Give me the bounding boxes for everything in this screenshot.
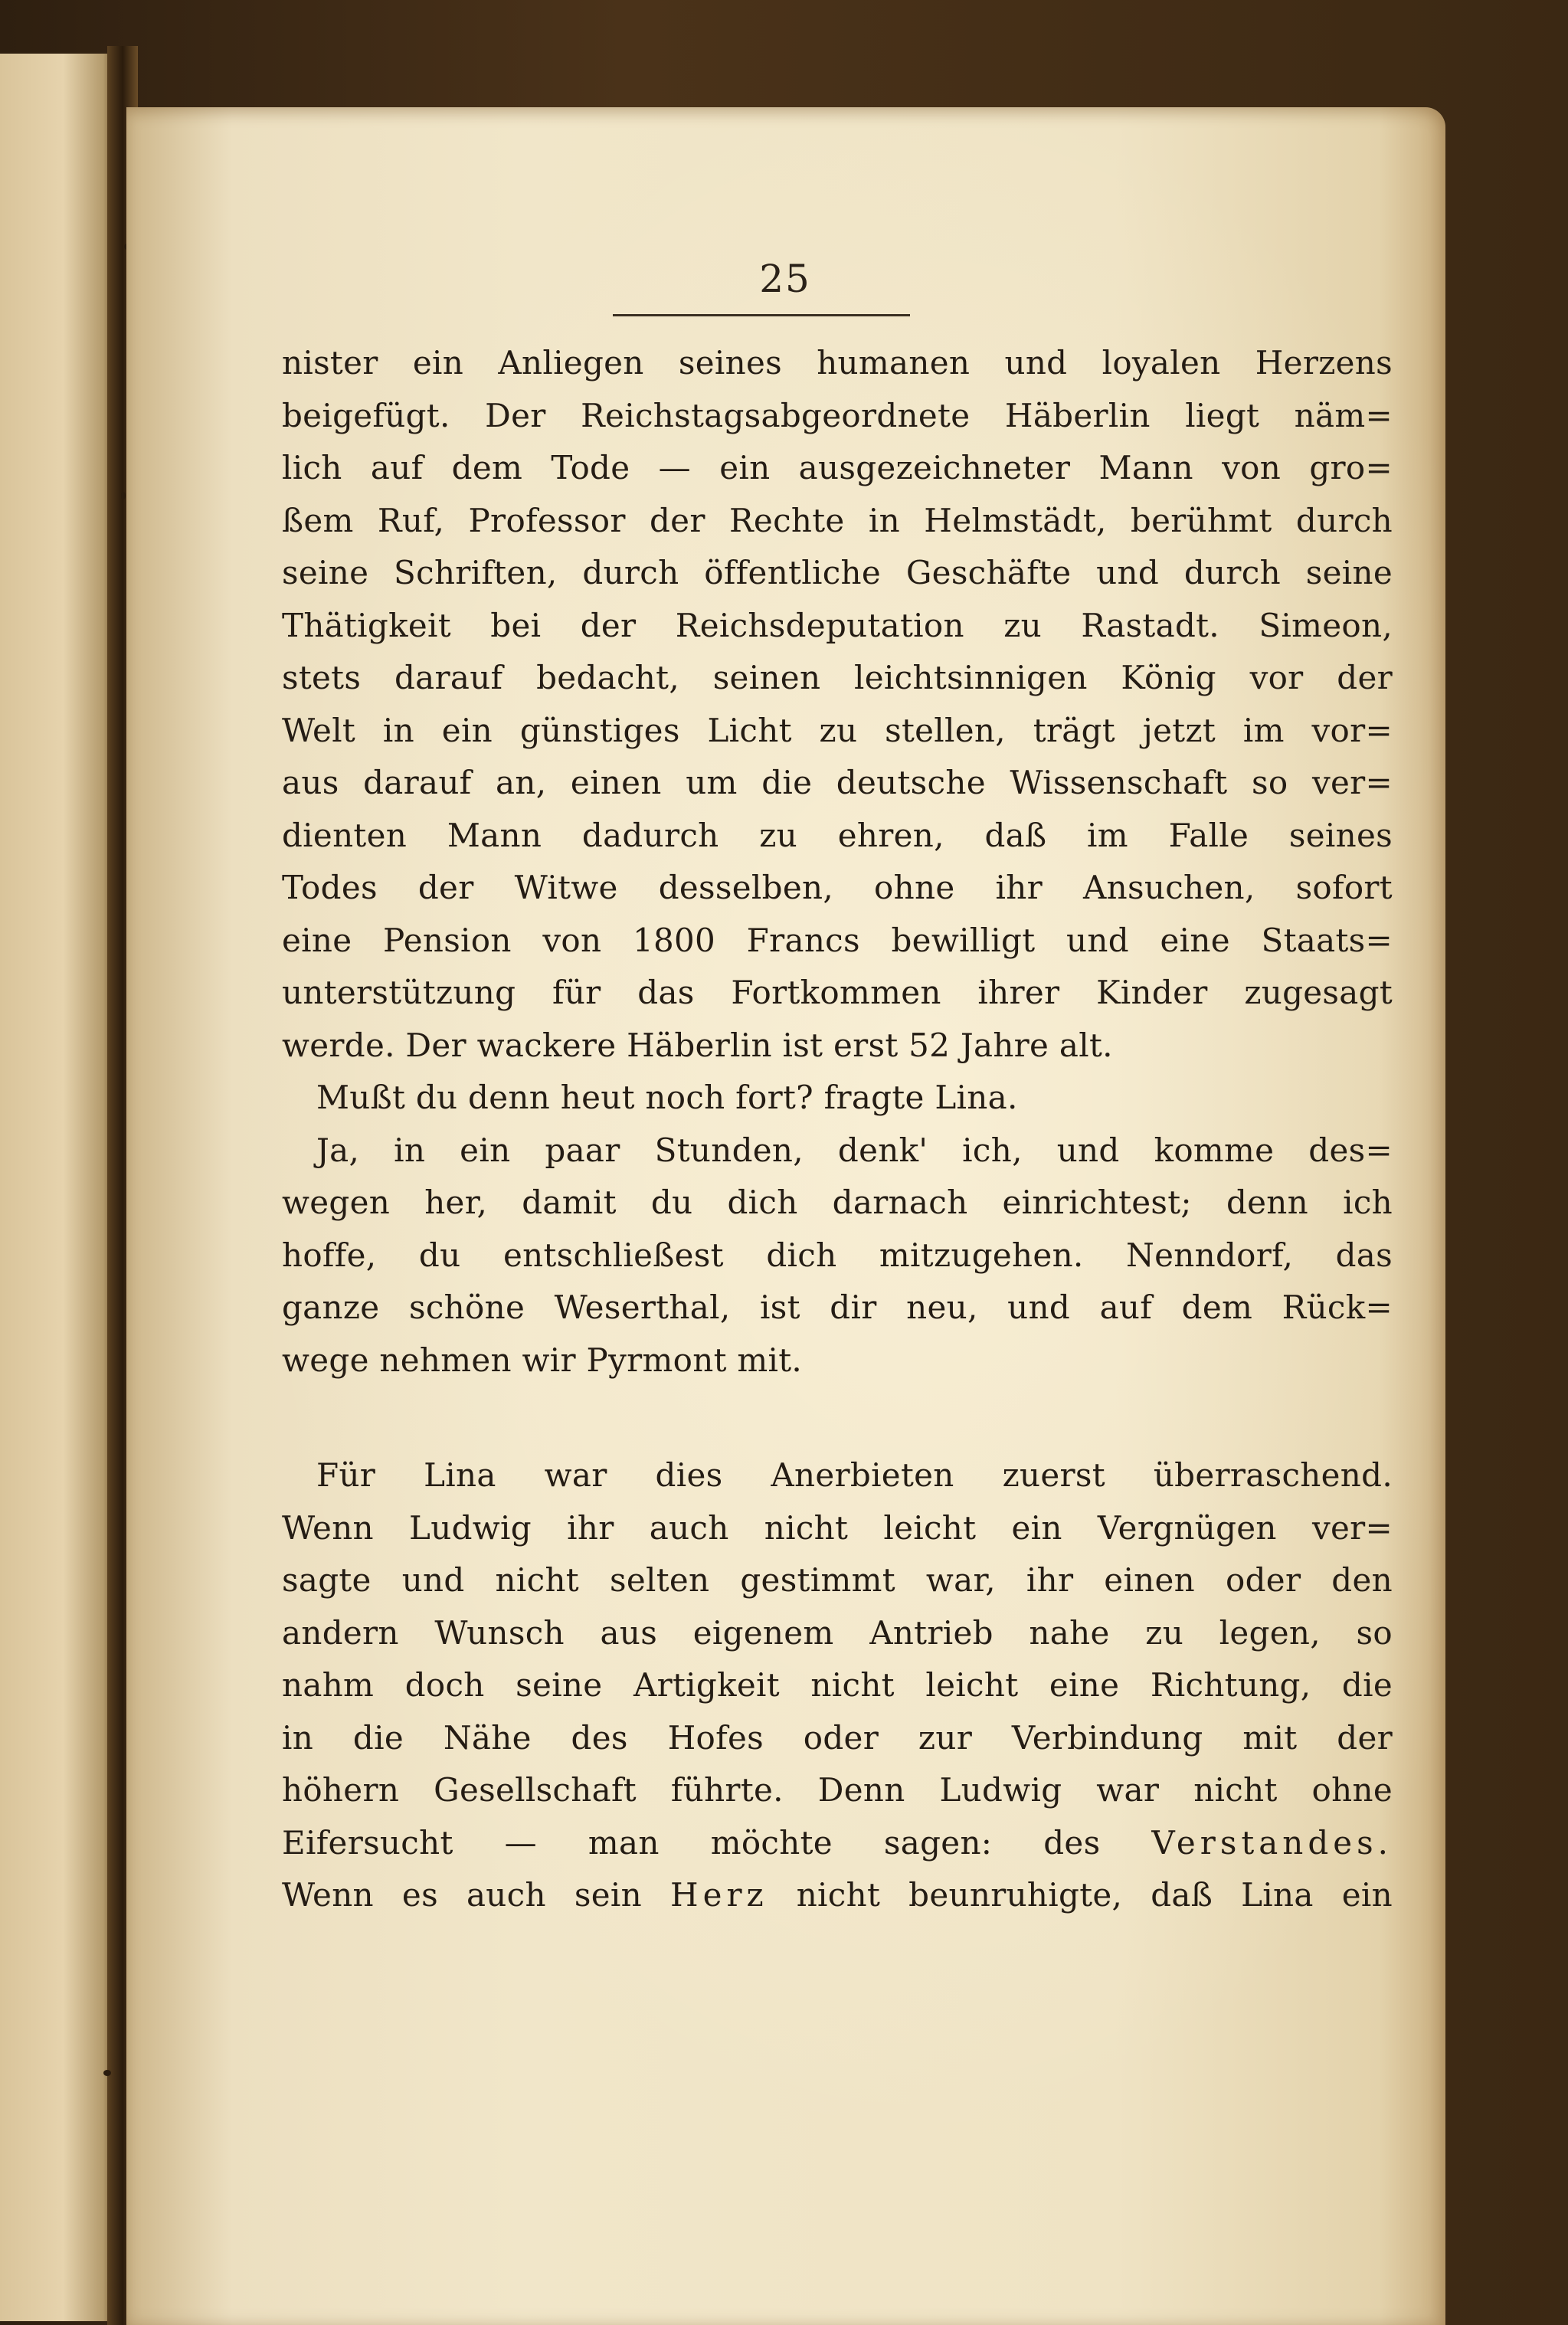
text-line: aus darauf an, einen um die deutsche Wissenschaft so ver= xyxy=(282,764,1393,801)
book-page xyxy=(126,107,1445,2325)
text-line: Welt in ein günstiges Licht zu stellen, trägt jetzt im vor= xyxy=(282,711,1393,749)
text-line: stets darauf bedacht, seinen leichtsinnigen König vor der xyxy=(282,659,1393,696)
text-line: beigefügt. Der Reichstagsabgeordnete Häberlin liegt näm= xyxy=(282,396,1393,434)
text-line: wegen her, damit du dich darnach einrichtest; denn ich xyxy=(282,1184,1393,1221)
text-line: Thätigkeit bei der Reichsdeputation zu Rastadt. Simeon, xyxy=(282,606,1393,644)
text-line: ßem Ruf, Professor der Rechte in Helmstädt, berühmt durch xyxy=(282,501,1393,539)
text-line-with-spaced-word xyxy=(282,1869,1393,1922)
text-run: nicht beunruhigte, daß Lina ein xyxy=(796,1876,1393,1914)
text-line: Für Lina war dies Anerbieten zuerst überraschend. xyxy=(316,1456,1393,1494)
text-line: seine Schriften, durch öffentliche Geschäfte und durch seine xyxy=(282,554,1393,591)
text-line: in die Nähe des Hofes oder zur Verbindung mit der xyxy=(282,1718,1393,1757)
text-line: wege nehmen wir Pyrmont mit. xyxy=(282,1341,803,1379)
text-line: werde. Der wackere Häberlin ist erst 52 Jahre alt. xyxy=(282,1026,1113,1064)
text-run: Eifersucht — man möchte sagen: des xyxy=(282,1823,1101,1862)
page-number: 25 xyxy=(759,257,811,301)
text-run: Wenn es auch sein xyxy=(282,1876,642,1914)
text-line: Todes der Witwe desselben, ohne ihr Ansuchen, sofort xyxy=(282,869,1393,906)
text-line: hoffe, du entschließest dich mitzugehen. Nenndorf, das xyxy=(282,1236,1393,1274)
spaced-word: Verstandes. xyxy=(1151,1823,1393,1862)
text-line: sagte und nicht selten gestimmt war, ihr einen oder den xyxy=(282,1561,1393,1599)
text-line: höhern Gesellschaft führte. Denn Ludwig war nicht ohne xyxy=(282,1771,1393,1809)
text-line: unterstützung für das Fortkommen ihrer Kinder zugesagt xyxy=(282,974,1393,1011)
previous-page-edge xyxy=(0,54,115,2321)
text-line: Ja, in ein paar Stunden, denk' ich, und komme des= xyxy=(316,1131,1393,1169)
section-gap xyxy=(282,1387,1393,1449)
page-mark xyxy=(121,492,126,499)
text-line: Mußt du denn heut noch fort? fragte Lina. xyxy=(316,1079,1018,1116)
text-line: eine Pension von 1800 Francs bewilligt und eine Staats= xyxy=(282,921,1393,959)
page-mark xyxy=(103,2070,111,2076)
spaced-word: Herz xyxy=(669,1876,768,1914)
text-line-with-spaced-word xyxy=(282,1817,1393,1870)
text-line: ganze schöne Weserthal, ist dir neu, und auf dem Rück= xyxy=(282,1289,1393,1326)
page-text xyxy=(282,337,1393,1922)
text-line: nister ein Anliegen seines humanen und loyalen Herzens xyxy=(282,344,1393,381)
text-line: nahm doch seine Artigkeit nicht leicht eine Richtung, die xyxy=(282,1666,1393,1704)
text-line: andern Wunsch aus eigenem Antrieb nahe zu legen, so xyxy=(282,1613,1393,1652)
header-rule xyxy=(613,314,910,316)
text-line: lich auf dem Tode — ein ausgezeichneter Mann von gro= xyxy=(282,449,1393,486)
text-line: Wenn Ludwig ihr auch nicht leicht ein Vergnügen ver= xyxy=(282,1508,1393,1547)
text-line: dienten Mann dadurch zu ehren, daß im Falle seines xyxy=(282,816,1393,854)
